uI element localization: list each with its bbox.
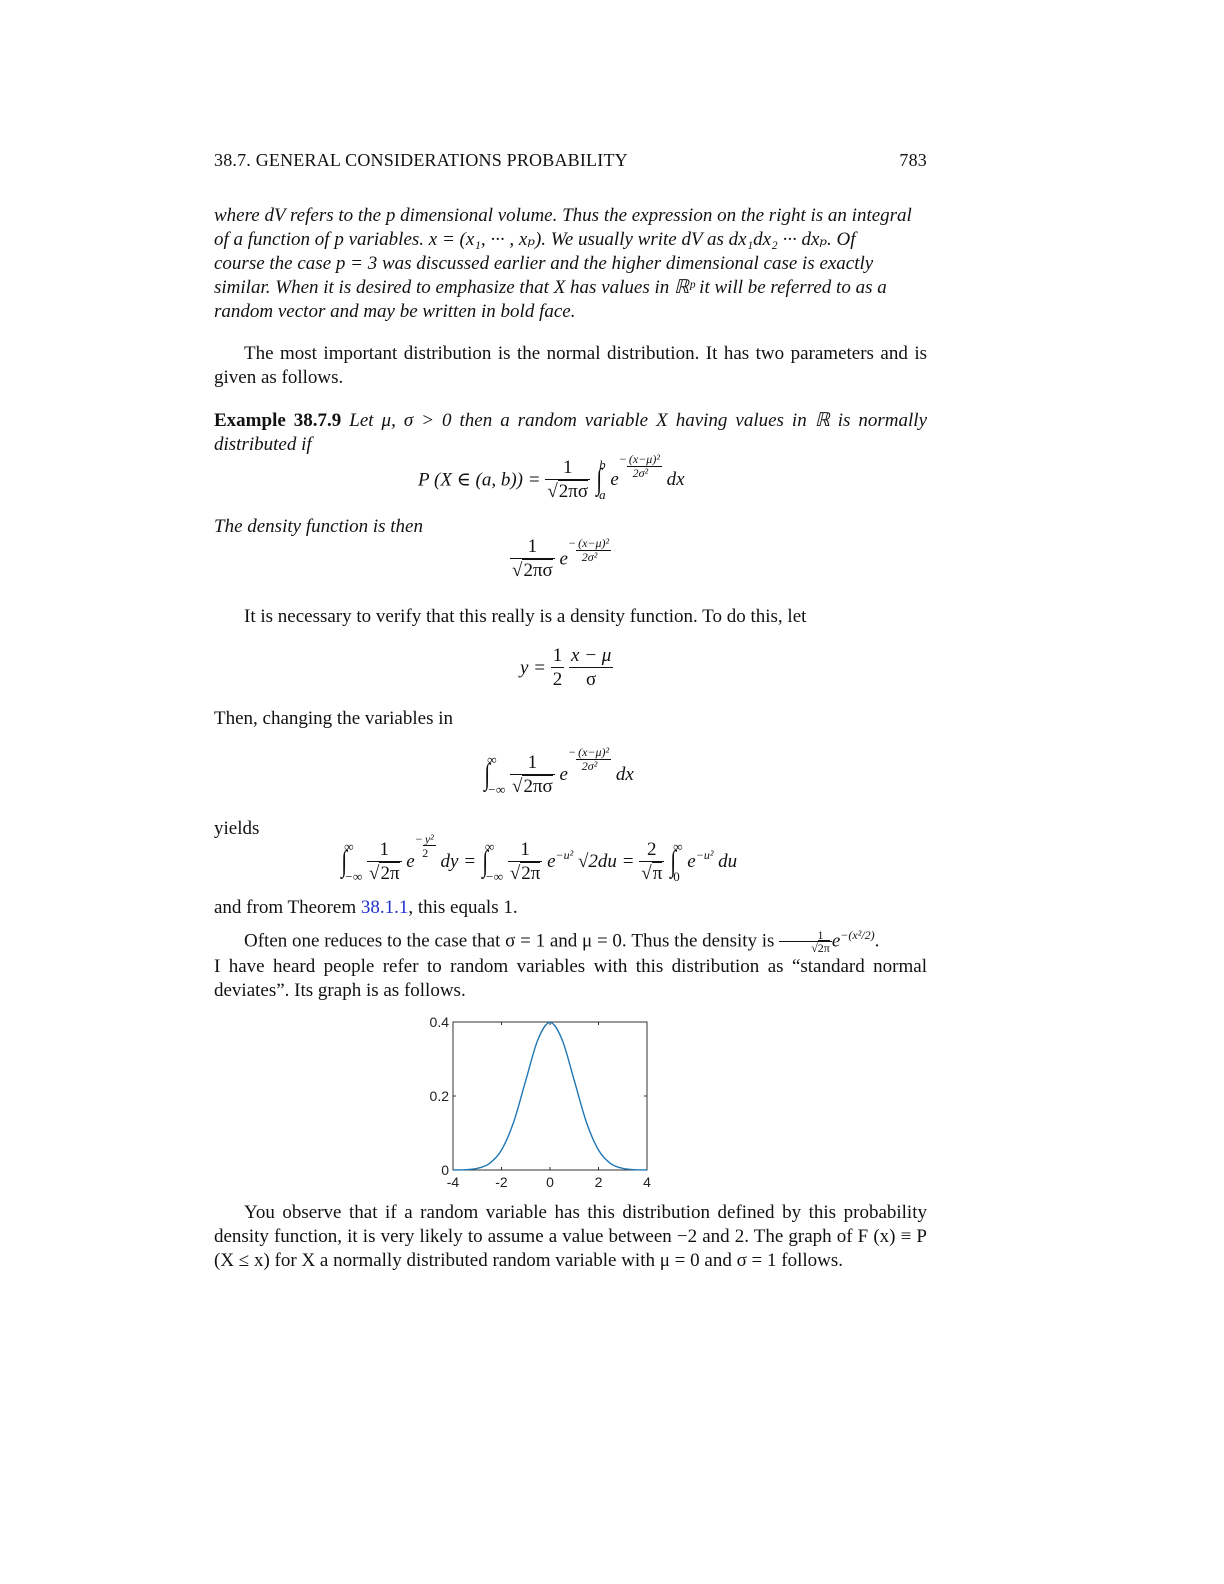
exponent: − (x−μ)² 2σ² (567, 536, 610, 564)
eq-denominator: √2πσ (512, 560, 553, 581)
eq-denominator: √π (641, 862, 663, 884)
exp-numerator: (x−μ)² (578, 536, 610, 550)
integral-sign: ∫ (596, 463, 602, 496)
example-label: Example 38.7.9 (214, 410, 342, 431)
text-line: random vector and may be written in bold face. (214, 301, 576, 322)
radicand: 2π (817, 940, 830, 955)
equation-probability (418, 450, 685, 510)
exp-base: e (831, 930, 841, 952)
eq-fraction (639, 839, 664, 886)
paragraph-normal-intro: The most important distribution is the normal distribution. It has two parameters and is given as follows. (214, 343, 927, 388)
theorem-text-after: , this equals 1. (408, 897, 518, 918)
eq-numerator: 1 (510, 536, 555, 559)
theorem-text-before: and from Theorem (214, 897, 361, 918)
eq-denominator: σ (586, 669, 597, 690)
eq-fraction (545, 457, 590, 504)
integral-sign: ∫ (670, 845, 677, 878)
radicand: 2π (380, 862, 400, 884)
x-tick-label: 0 (546, 1174, 554, 1190)
eq-numerator: 2 (639, 839, 664, 862)
equation-chain (340, 832, 737, 892)
eq-fraction-standardize (569, 645, 613, 692)
eq-numerator: 1 (779, 929, 832, 942)
exp-numerator: y² (424, 832, 434, 846)
exp-denominator: 2σ² (632, 466, 649, 480)
integral-sign: ∫ (482, 845, 488, 878)
eq-numerator: 1 (545, 457, 590, 480)
upper-limit: ∞ (344, 839, 354, 854)
differential: du (718, 851, 738, 872)
radicand: π (652, 862, 663, 884)
upper-limit: ∞ (673, 839, 683, 854)
section-title: 38.7. GENERAL CONSIDERATIONS PROBABILITY (214, 150, 628, 170)
eq-fraction (367, 839, 402, 886)
sqrt-two: √ (577, 851, 589, 872)
eq-lhs: P (X ∈ (a, b)) = (418, 469, 541, 491)
eq-denominator: √2πσ (547, 480, 589, 502)
eq-numerator: 1 (508, 839, 543, 862)
equation-density (510, 536, 611, 583)
lower-limit: −∞ (344, 869, 363, 884)
lower-limit: −∞ (487, 782, 506, 797)
exp-base: e (610, 469, 619, 490)
exponent: −u² (695, 848, 714, 863)
exp-denominator: 2 (422, 846, 429, 860)
x-tick-label: 4 (643, 1174, 651, 1190)
paragraph-cdf: You observe that if a random variable has this distribution defined by this probability density function, it is very likely to assume a value between −2 and 2. The graph of F (x) ≡ P (X ≤ x) for X a normally distributed random variable with μ = 0 and σ = 1 follows. (214, 1202, 927, 1271)
exp-base: e (406, 851, 415, 872)
exp-denominator: 2σ² (581, 759, 598, 773)
lower-limit: 0 (673, 869, 680, 884)
running-header (214, 150, 927, 171)
eq-fraction (510, 752, 555, 799)
eq-denominator: 2 (552, 669, 563, 690)
x-tick-label: -2 (495, 1174, 508, 1190)
exponent: −(x²/2) (840, 928, 875, 942)
exp-numerator: (x−μ)² (578, 745, 610, 759)
y-tick-label: 0 (441, 1162, 449, 1178)
density-fraction: $\frac{1}{√2\pi}$ (779, 929, 832, 955)
exp-base: e (687, 851, 696, 872)
paragraph-volume (214, 204, 927, 324)
equation-integral (483, 745, 634, 805)
exp-base: e (559, 764, 568, 785)
normal-density-chart (410, 1010, 670, 1200)
exp-base: e (547, 851, 556, 872)
chart-axes (453, 1022, 647, 1170)
radicand: 2π (521, 862, 541, 884)
exponent: − (x−μ)² 2σ² (618, 452, 660, 480)
paragraph-standard-normal (214, 923, 927, 1003)
verify-line: It is necessary to verify that this really is a density function. To do this, let (244, 606, 807, 627)
exponent: − y² 2 (414, 832, 434, 860)
y-tick-label: 0.4 (429, 1014, 449, 1030)
differential: dx (666, 469, 685, 490)
radicand: 2πσ (523, 775, 553, 797)
density-sentence: Often one reduces to the case that σ = 1 and μ = 0. Thus the density is (244, 930, 775, 952)
text-line: I have heard people refer to random variables with this distribution as “standard normal deviates”. Its graph is as follows. (214, 955, 927, 1001)
example-text: Let μ, σ > 0 then a random variable X having values in ℝ is normally distributed if (214, 410, 928, 455)
text-line: where dV refers to the p dimensional volume. Thus the expression on the right is an integral (214, 205, 912, 226)
eq-fraction-half (551, 645, 565, 692)
text-line: similar. When it is desired to emphasize that X has values in ℝᵖ it will be referred to as a (214, 277, 887, 298)
differential: 2du = (588, 851, 635, 872)
theorem-link[interactable]: 38.1.1 (360, 897, 409, 918)
plot-frame (453, 1022, 647, 1170)
integral-sign: ∫ (341, 845, 347, 878)
text-line: of a function of p variables. x = (x₁, ··· , xₚ). We usually write dV as dx₁dx₂ ··· dxₚ. Of (214, 229, 856, 250)
eq-numerator: 1 (510, 752, 555, 775)
eq-denominator: √2π (509, 862, 541, 884)
exp-numerator: (x−μ)² (628, 452, 660, 466)
x-tick-label: 2 (594, 1174, 603, 1190)
radicand: 2πσ (523, 560, 553, 581)
yields-label: yields (214, 818, 260, 839)
differential: dx (615, 764, 634, 785)
radicand: 2πσ (558, 480, 589, 502)
upper-limit: ∞ (485, 839, 495, 854)
eq-fraction (508, 839, 543, 886)
text-line: Often one reduces to the case that σ = 1 and μ = 0. Thus the density is $\frac{1}{√2\pi}$ $e^{-(x^2/2)}$. (244, 927, 880, 955)
exponent: −u² (555, 848, 574, 863)
eq-numerator: 1 (552, 645, 563, 666)
y-tick-label: 0.2 (429, 1088, 449, 1104)
exponent: − (x−μ)² 2σ² (567, 745, 610, 773)
density-intro: The density function is then (214, 516, 423, 537)
eq-numerator: 1 (367, 839, 402, 862)
lower-limit: −∞ (485, 869, 504, 884)
equation-substitution (520, 645, 613, 692)
upper-limit: ∞ (487, 752, 497, 767)
page-number: 783 (899, 150, 927, 170)
x-tick-label: -4 (446, 1174, 460, 1190)
integral-sign: ∫ (484, 758, 490, 791)
theorem-line (214, 896, 927, 920)
eq-fraction (510, 536, 555, 583)
exp-base: e (559, 548, 568, 570)
text-line: course the case p = 3 was discussed earlier and the higher dimensional case is exactly (214, 253, 874, 274)
changing-line: Then, changing the variables in (214, 708, 454, 729)
eq-denominator: √2πσ (512, 775, 553, 797)
exp-denominator: 2σ² (581, 550, 598, 564)
eq-lhs: y = (520, 657, 547, 679)
lower-limit: a (599, 487, 606, 502)
upper-limit: b (599, 457, 606, 472)
eq-numerator: x − μ (571, 645, 612, 666)
eq-denominator: √2π (369, 862, 400, 884)
differential: dy = (440, 851, 477, 872)
